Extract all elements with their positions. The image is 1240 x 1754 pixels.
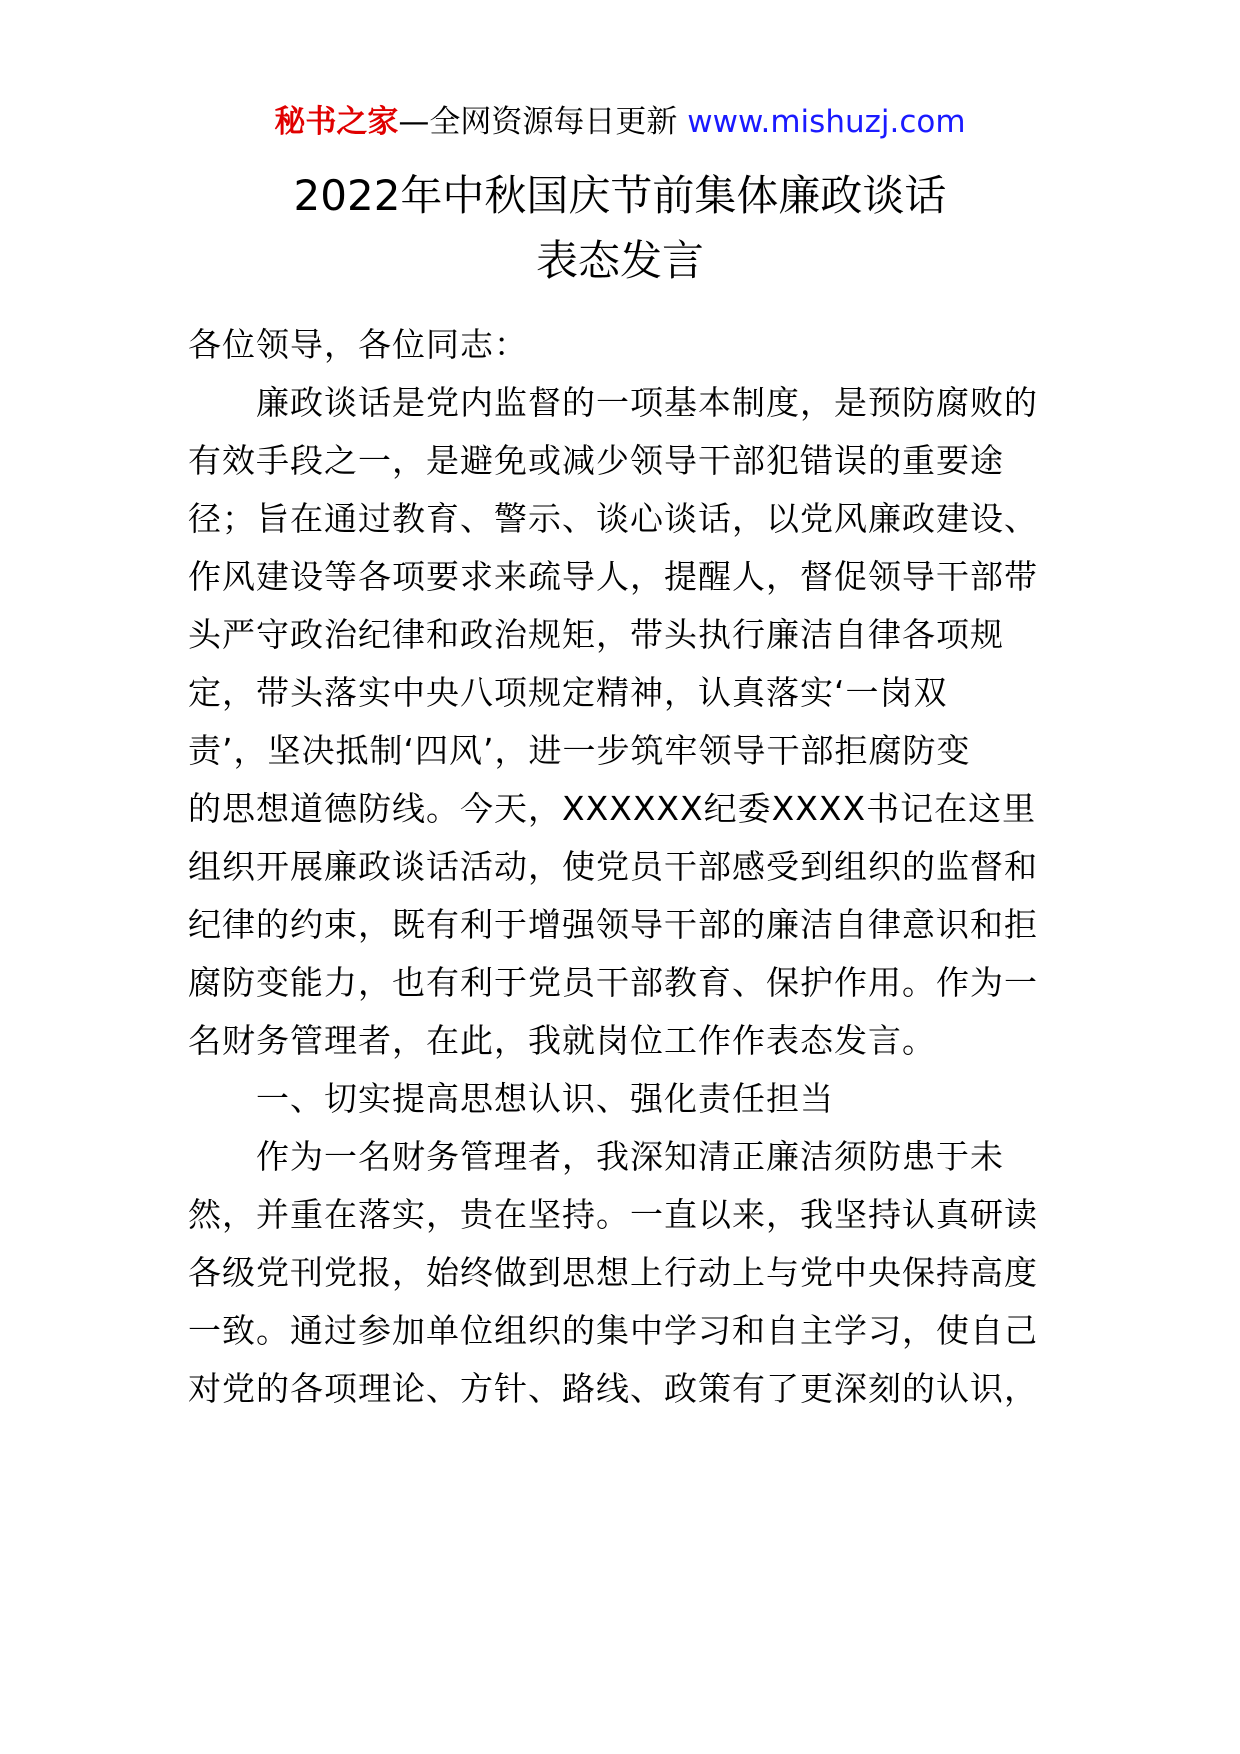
paragraph-1-line: 作风建设等各项要求来疏导人，提醒人，督促领导干部带 — [188, 557, 1038, 596]
site-slogan: —全网资源每日更新 — [398, 104, 688, 140]
paragraph-1-line: 头严守政治纪律和政治规矩，带头执行廉洁自律各项规 — [188, 615, 1004, 654]
site-header — [0, 100, 1240, 144]
paragraph-1-line: 廉政谈话是党内监督的一项基本制度，是预防腐败的 — [256, 383, 1038, 422]
paragraph-1-line: 径；旨在通过教育、警示、谈心谈话，以党风廉政建设、 — [188, 499, 1038, 538]
document-title-line-1: 2022年中秋国庆节前集体廉政谈话 — [293, 171, 947, 220]
paragraph-2-line: 一致。通过参加单位组织的集中学习和自主学习，使自己 — [188, 1311, 1038, 1350]
paragraph-2-line: 各级党刊党报，始终做到思想上行动上与党中央保持高度 — [188, 1253, 1038, 1292]
salutation: 各位领导，各位同志： — [188, 325, 528, 364]
paragraph-1-line: 组织开展廉政谈话活动，使党员干部感受到组织的监督和 — [188, 847, 1038, 886]
paragraph-1-line: 责’，坚决抵制‘四风’，进一步筑牢领导干部拒腐防变 — [188, 731, 971, 770]
paragraph-1-line: 腐防变能力，也有利于党员干部教育、保护作用。作为一 — [188, 963, 1038, 1002]
paragraph-1-line: 有效手段之一，是避免或减少领导干部犯错误的重要途 — [188, 441, 1004, 480]
paragraph-2-line: 然，并重在落实，贵在坚持。一直以来，我坚持认真研读 — [188, 1195, 1038, 1234]
paragraph-1-line: 纪律的约束，既有利于增强领导干部的廉洁自律意识和拒 — [188, 905, 1038, 944]
site-url-link[interactable]: www.mishuzj.com — [687, 104, 966, 140]
paragraph-1-line: 定，带头落实中央八项规定精神，认真落实‘一岗双 — [188, 673, 948, 712]
site-brand: 秘书之家 — [274, 104, 399, 140]
paragraph-1-line: 名财务管理者，在此，我就岗位工作作表态发言。 — [188, 1021, 936, 1060]
paragraph-2-line: 对党的各项理论、方针、路线、政策有了更深刻的认识， — [188, 1369, 1038, 1408]
paragraph-2-line: 作为一名财务管理者，我深知清正廉洁须防患于未 — [256, 1137, 1004, 1176]
paragraph-1-line: 的思想道德防线。今天，XXXXXX纪委XXXX书记在这里 — [188, 789, 1037, 828]
document-title-line-2: 表态发言 — [535, 236, 704, 285]
section-heading-1: 一、切实提高思想认识、强化责任担当 — [256, 1079, 834, 1118]
